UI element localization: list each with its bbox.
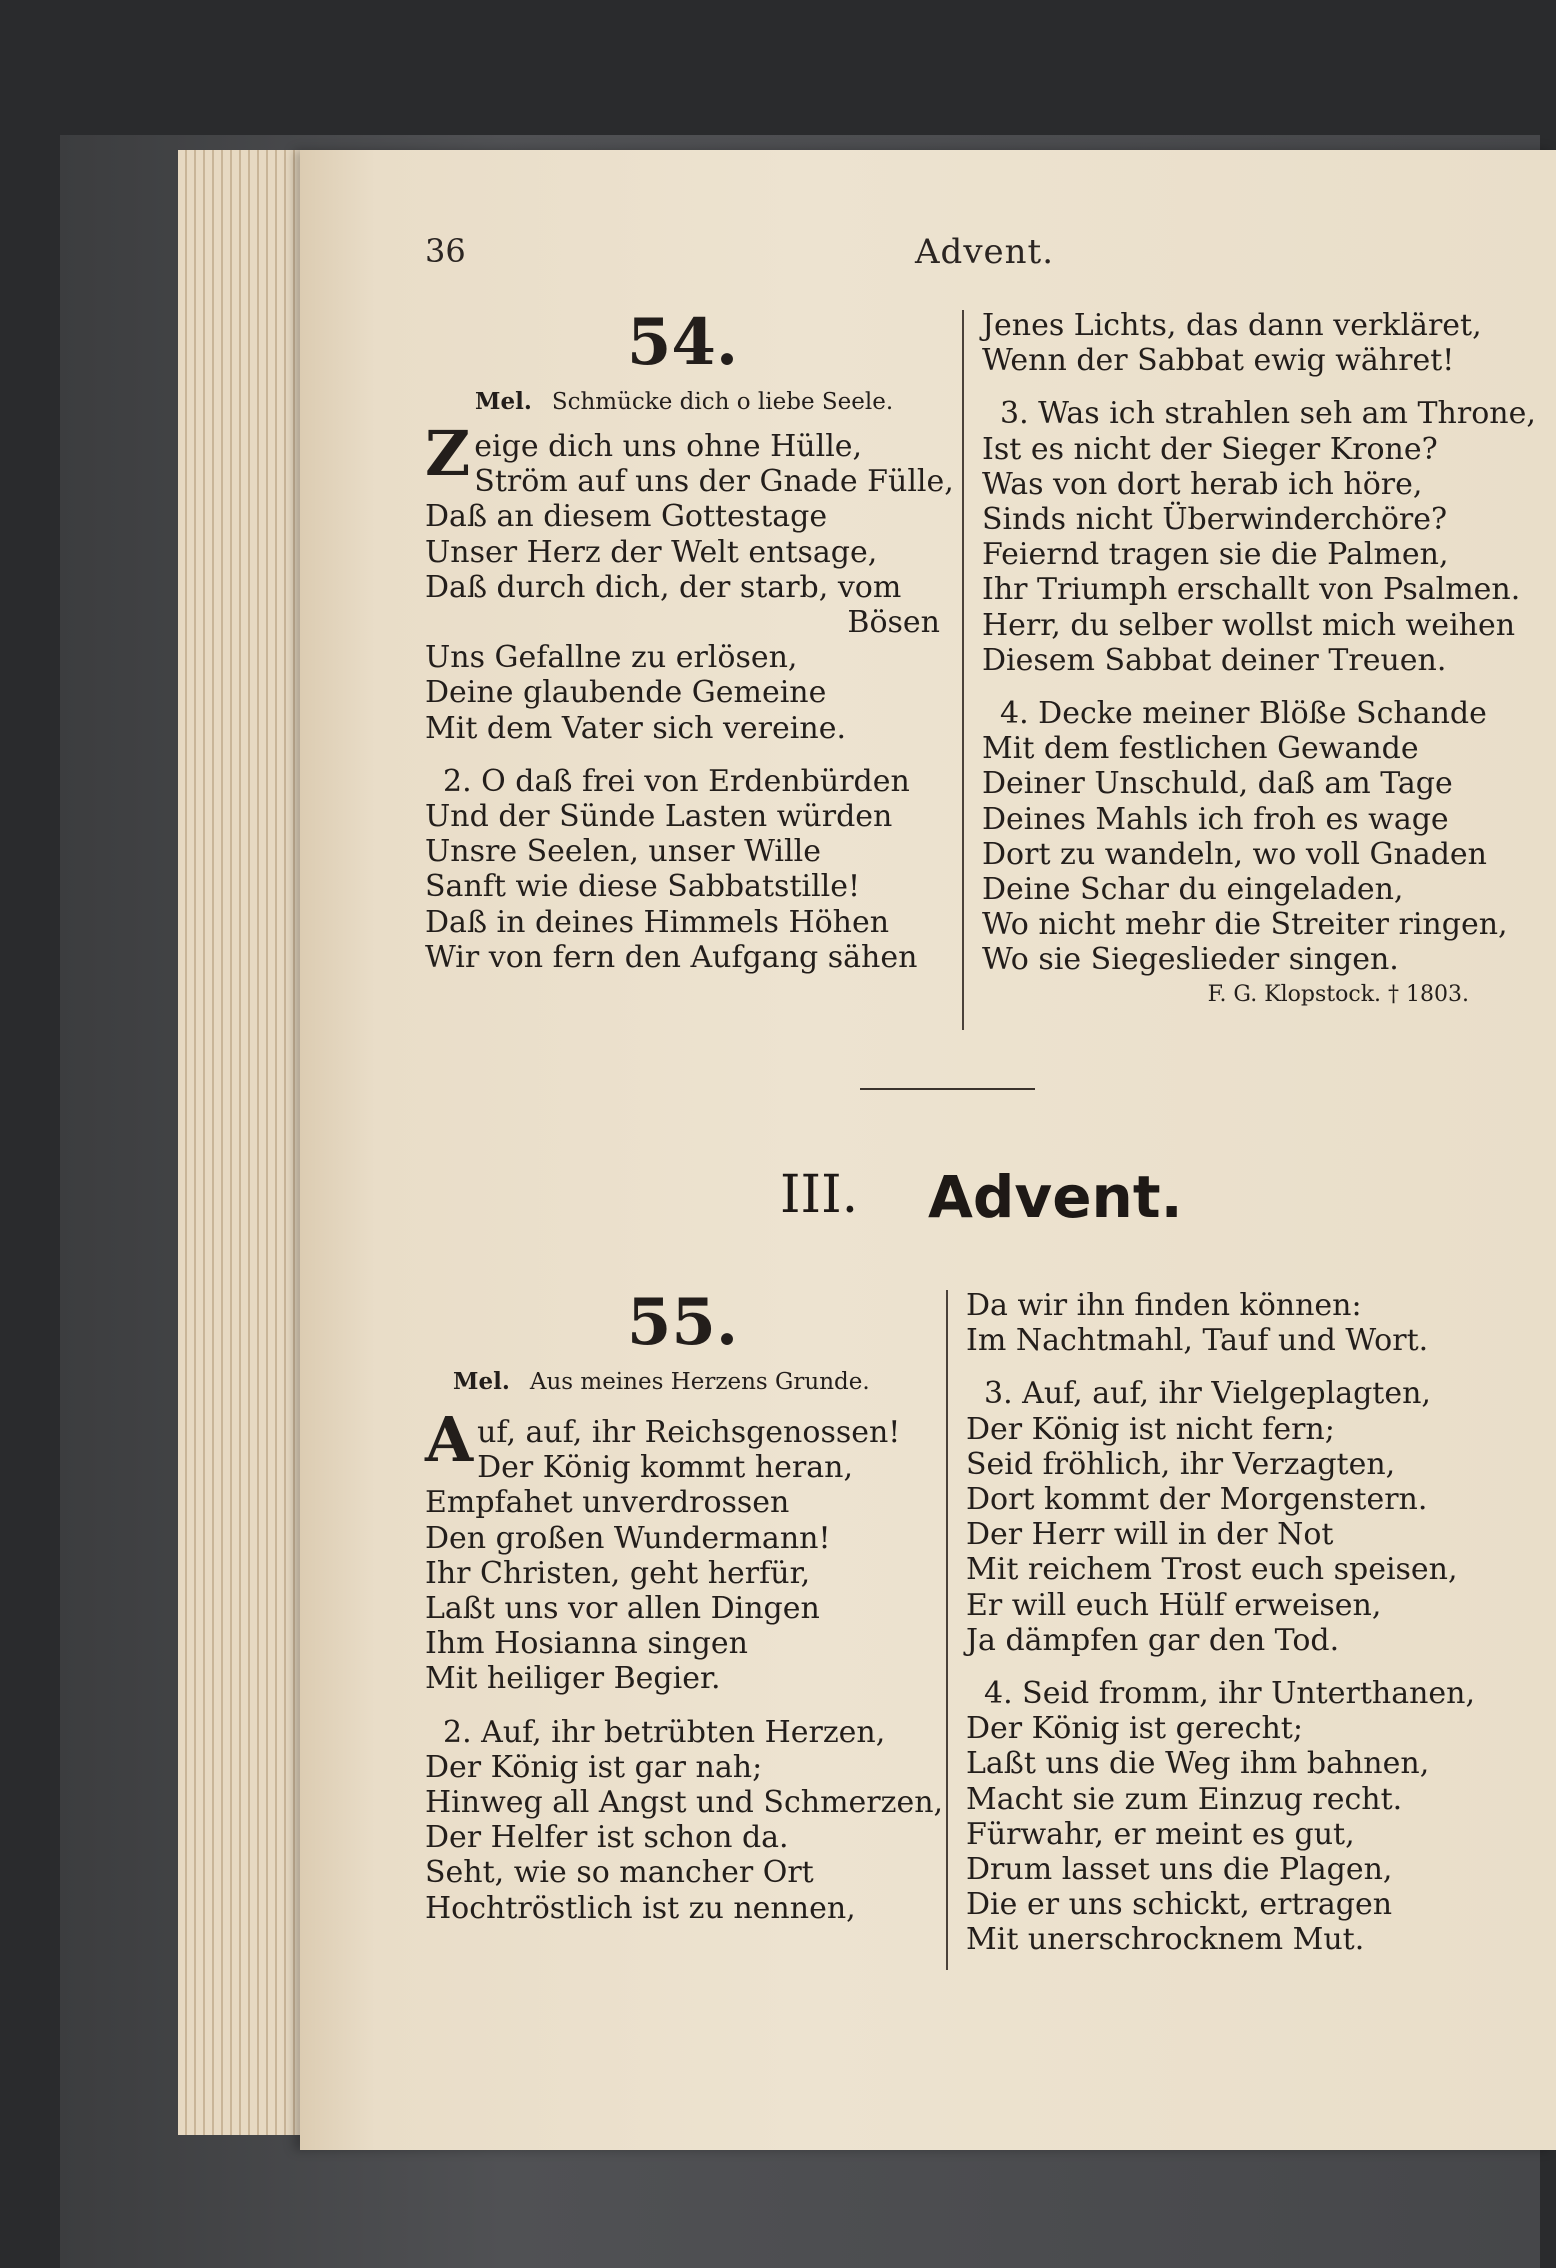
hymn-55-number: 55. [626, 1285, 739, 1360]
verse-line: 2. Auf, ihr betrübten Herzen, [443, 1714, 886, 1750]
verse-line: Im Nachtmahl, Tauf und Wort. [966, 1323, 1429, 1359]
verse-line: Herr, du selber wollst mich weihen [982, 607, 1516, 643]
hymn-54-left-column [425, 305, 954, 975]
verse-line: Fürwahr, er meint es gut, [966, 1816, 1355, 1852]
verse-line: Unsre Seelen, unser Wille [425, 834, 821, 870]
hymn-55-melody [425, 1368, 940, 1395]
verse-line: Laßt uns vor allen Dingen [425, 1591, 820, 1627]
verse-line: Dort kommt der Morgenstern. [966, 1482, 1428, 1518]
verse-line: Was von dort herab ich höre, [982, 466, 1423, 502]
verse-line: Der König ist gerecht; [966, 1711, 1303, 1747]
running-head [425, 232, 1485, 282]
verse-line: Mit dem Vater sich vereine. [425, 710, 846, 746]
verse-line: Bösen [847, 605, 940, 641]
verse-line: Jenes Lichts, das dann verkläret, [982, 308, 1482, 343]
verse-line: Mit heiliger Begier. [425, 1661, 721, 1697]
melody-label: Mel. [453, 1368, 510, 1395]
verse-line: Sinds nicht Überwinderchöre? [982, 502, 1448, 538]
verse-line: Ja dämpfen gar den Tod. [966, 1622, 1340, 1658]
verse-line: Macht sie zum Einzug recht. [966, 1781, 1403, 1817]
page-number: 36 [425, 232, 466, 270]
verse-line: 2. O daß frei von Erdenbürden [443, 763, 910, 799]
verse-line: Wir von fern den Aufgang sähen [425, 939, 918, 975]
verse-line: Und der Sünde Lasten würden [425, 799, 893, 835]
hymn-54-verse-2 [425, 764, 940, 975]
verse-line: Wo nicht mehr die Streiter ringen, [982, 907, 1508, 943]
hymn-55-verse-2-continued [966, 1288, 1486, 1358]
verse-line: Deine glaubende Gemeine [425, 675, 827, 711]
verse-line: Der König kommt heran, [477, 1450, 854, 1486]
verse-line: Uns Gefallne zu erlösen, [425, 640, 798, 676]
drop-cap: Z [425, 417, 471, 490]
verse-line: Sanft wie diese Sabbatstille! [425, 869, 861, 905]
verse-line: Seid fröhlich, ihr Verzagten, [966, 1446, 1396, 1482]
verse-line: Ist es nicht der Sieger Krone? [982, 431, 1438, 467]
hymn-55-verse-4 [966, 1676, 1486, 1958]
hymn-54-verse-1 [425, 417, 954, 746]
verse-line: Daß an diesem Gottestage [425, 499, 828, 535]
verse-line: Daß durch dich, der starb, vom [425, 569, 902, 605]
verse-line: 4. Seid fromm, ihr Unterthanen, [984, 1676, 1476, 1712]
hymn-54-verse-2-continued [982, 308, 1497, 378]
verse-line: Diesem Sabbat deiner Treuen. [982, 642, 1447, 678]
verse-line: Ihr Triumph erschallt von Psalmen. [982, 572, 1521, 608]
verse-line: 3. Was ich strahlen seh am Throne, [1000, 396, 1536, 432]
melody-title: Schmücke dich o liebe Seele. [551, 389, 894, 415]
hymn-54-right-column [982, 308, 1536, 1007]
verse-line: Ihm Hosianna singen [425, 1626, 748, 1662]
verse-line: Er will euch Hülf erweisen, [966, 1587, 1382, 1623]
verse-line: Daß in deines Himmels Höhen [425, 904, 890, 940]
verse-line: Laßt uns die Weg ihm bahnen, [966, 1746, 1430, 1782]
verse-line: Ihr Christen, geht herfür, [425, 1555, 811, 1591]
verse-line: Da wir ihn finden können: [966, 1288, 1362, 1323]
verse-line: Der Herr will in der Not [966, 1517, 1334, 1553]
verse-line: Der Helfer ist schon da. [425, 1820, 789, 1856]
column-divider-bottom [946, 1290, 948, 1970]
hymn-54-author: F. G. Klopstock. † 1803. [1207, 981, 1469, 1007]
verse-line: Unser Herz der Welt entsage, [425, 534, 878, 570]
verse-line: Der König ist gar nah; [425, 1749, 763, 1785]
hymn-55-right-column [966, 1288, 1486, 1958]
verse-line: Deines Mahls ich froh es wage [982, 801, 1449, 837]
section-heading [780, 1165, 1260, 1245]
hymn-54-melody [425, 388, 940, 415]
hymn-55-verse-2 [425, 1714, 944, 1926]
drop-cap: A [425, 1403, 474, 1476]
verse-line: 3. Auf, auf, ihr Vielgeplagten, [984, 1376, 1431, 1412]
verse-line: Dort zu wandeln, wo voll Gnaden [982, 836, 1488, 872]
verse-line: Drum lasset uns die Plagen, [966, 1852, 1393, 1888]
verse-line: Zeige dich uns ohne Hülle, [425, 417, 863, 490]
verse-line: 4. Decke meiner Blöße Schande [1000, 696, 1487, 732]
verse-line: Mit reichem Trost euch speisen, [966, 1552, 1458, 1588]
hymn-55-verse-3 [966, 1376, 1486, 1658]
hymn-55-verse-1 [425, 1403, 940, 1697]
verse-line: Wo sie Siegeslieder singen. [982, 942, 1399, 978]
verse-line: Mit unerschrocknem Mut. [966, 1922, 1365, 1958]
section-name: Advent. [928, 1163, 1183, 1231]
verse-line: Die er uns schickt, ertragen [966, 1887, 1393, 1923]
verse-line: Der König ist nicht fern; [966, 1411, 1335, 1447]
hymn-54-number: 54. [626, 305, 739, 380]
verse-line: Empfahet unverdrossen [425, 1485, 790, 1521]
verse-line: Wenn der Sabbat ewig währet! [982, 343, 1455, 379]
section-number: III. [780, 1165, 859, 1225]
verse-line: Auf, auf, ihr Reichsgenossen! [425, 1403, 901, 1476]
verse-line: Deiner Unschuld, daß am Tage [982, 766, 1453, 802]
hymn-54-verse-3 [982, 396, 1536, 678]
verse-line: Feiernd tragen sie die Palmen, [982, 537, 1449, 573]
verse-line: Mit dem festlichen Gewande [982, 731, 1419, 767]
verse-line: Hochtröstlich ist zu nennen, [425, 1890, 856, 1926]
running-title: Advent. [915, 232, 1055, 272]
verse-line: Ström auf uns der Gnade Fülle, [474, 464, 954, 500]
melody-label: Mel. [475, 388, 532, 415]
section-separator [860, 1088, 1035, 1090]
verse-line: Hinweg all Angst und Schmerzen, [425, 1785, 944, 1821]
hymn-55-left-column [425, 1285, 944, 1926]
verse-line: Den großen Wundermann! [425, 1520, 831, 1556]
verse-line: Deine Schar du eingeladen, [982, 872, 1404, 908]
melody-title: Aus meines Herzens Grunde. [529, 1369, 870, 1395]
hymn-54-verse-4 [982, 696, 1508, 978]
column-divider-top [962, 310, 964, 1030]
verse-line: Seht, wie so mancher Ort [425, 1855, 814, 1891]
